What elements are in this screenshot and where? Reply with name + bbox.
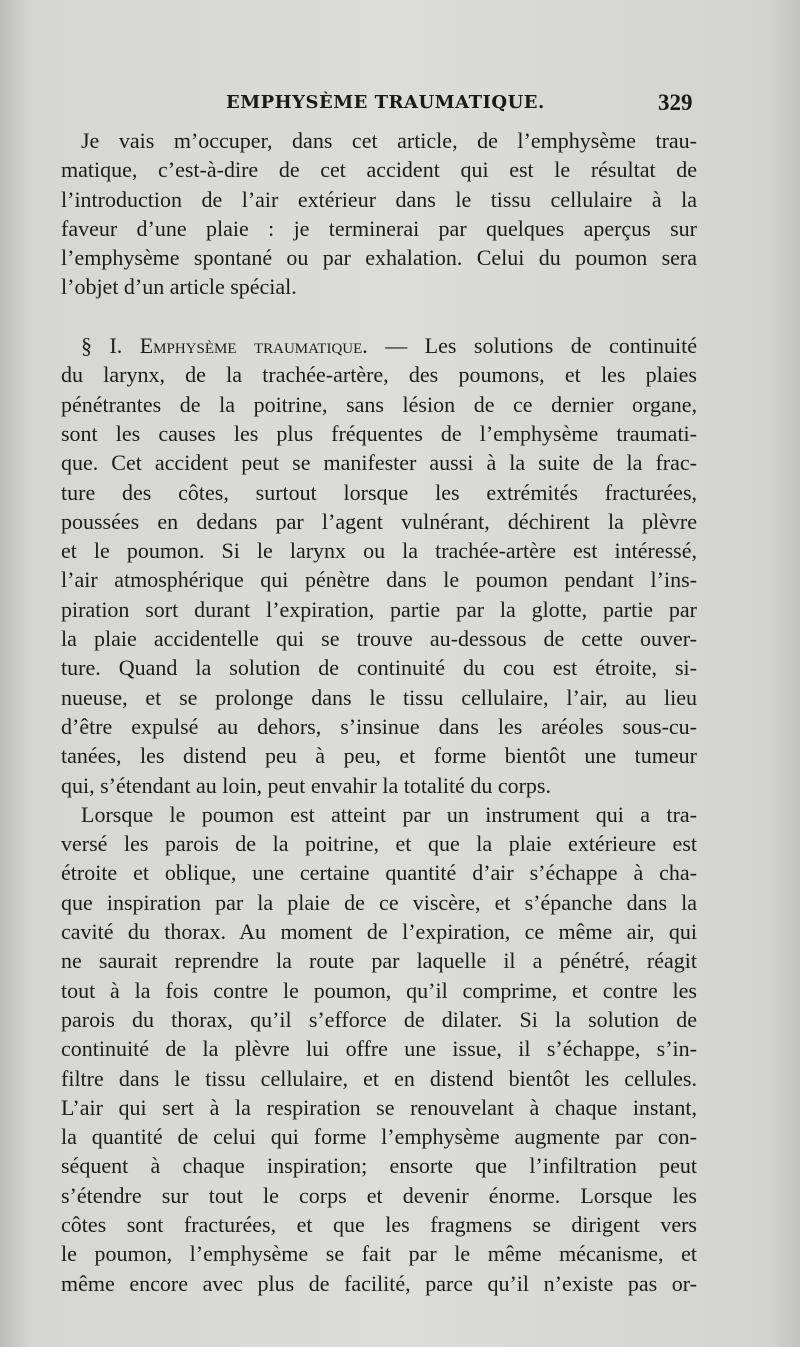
body-text xyxy=(61,126,697,1298)
text-line: parois du thorax, qu’il s’efforce de dilater. Si la solution de xyxy=(61,1006,697,1032)
text-line: tanées, les distend peu à peu, et forme bientôt une tumeur xyxy=(61,743,697,769)
text-line: que. Cet accident peut se manifester aussi à la suite de la frac- xyxy=(61,450,697,476)
text-line: l’emphysème spontané ou par exhalation. Celui du poumon sera xyxy=(61,245,697,271)
text-line xyxy=(61,331,697,360)
page-number: 329 xyxy=(658,90,693,115)
text-line: séquent à chaque inspiration; ensorte que l’infiltration peut xyxy=(61,1153,697,1179)
text-line: ture. Quand la solution de continuité du cou est étroite, si- xyxy=(61,655,697,681)
text-line: ture des côtes, surtout lorsque les extrémités fracturées, xyxy=(61,479,697,505)
running-head: EMPHYSÈME TRAUMATIQUE. xyxy=(226,92,545,113)
text-line: même encore avec plus de facilité, parce qu’il n’existe pas or- xyxy=(61,1270,697,1296)
text-line: l’introduction de l’air extérieur dans le tissu cellulaire à la xyxy=(61,186,697,212)
text-line: que inspiration par la plaie de ce viscère, et s’épanche dans la xyxy=(61,889,697,915)
text-line: piration sort durant l’expiration, partie par la glotte, partie par xyxy=(61,596,697,622)
text-line: la plaie accidentelle qui se trouve au-dessous de cette ouver- xyxy=(61,626,697,652)
text-line: filtre dans le tissu cellulaire, et en distend bientôt les cellules. xyxy=(61,1065,697,1091)
text-line: étroite et oblique, une certaine quantité d’air s’échappe à cha- xyxy=(61,860,697,886)
text-line: le poumon, l’emphysème se fait par le même mécanisme, et xyxy=(61,1241,697,1267)
text-line: du larynx, de la trachée-artère, des poumons, et les plaies xyxy=(61,362,697,388)
text-line: Je vais m’occuper, dans cet article, de l’emphysème trau- xyxy=(81,128,697,153)
text-line: cavité du thorax. Au moment de l’expiration, ce même air, qui xyxy=(61,919,697,945)
text-line: sont les causes les plus fréquentes de l’emphysème traumati- xyxy=(61,420,697,446)
text-line: d’être expulsé au dehors, s’insinue dans les aréoles sous-cu- xyxy=(61,713,697,739)
text-line: pénétrantes de la poitrine, sans lésion de ce dernier organe, xyxy=(61,391,697,417)
text-line: et le poumon. Si le larynx ou la trachée-artère est intéressé, xyxy=(61,538,697,564)
paragraph-lung xyxy=(61,800,697,1298)
text-line: tout à la fois contre le poumon, qu’il comprime, et contre les xyxy=(61,977,697,1003)
text-line: ne saurait reprendre la route par laquelle il a pénétré, réagit xyxy=(61,948,697,974)
text-line: l’air atmosphérique qui pénètre dans le poumon pendant l’ins- xyxy=(61,567,697,593)
text-fragment: — Les solutions de continuité xyxy=(367,333,697,359)
text-line: poussées en dedans par l’agent vulnérant, déchirent la plèvre xyxy=(61,508,697,534)
text-line: côtes sont fracturées, et que les fragmens se dirigent vers xyxy=(61,1211,697,1237)
paragraph-gap xyxy=(61,302,697,331)
text-line: s’étendre sur tout le corps et devenir énorme. Lorsque les xyxy=(61,1182,697,1208)
text-line: Lorsque le poumon est atteint par un instrument qui a tra- xyxy=(81,801,697,827)
text-line: matique, c’est-à-dire de cet accident qui est le résultat de xyxy=(61,157,697,183)
paragraph-intro xyxy=(61,126,697,302)
text-line: faveur d’une plaie : je terminerai par quelques aperçus sur xyxy=(61,215,697,241)
text-line: nueuse, et se prolonge dans le tissu cellulaire, l’air, au lieu xyxy=(61,684,697,710)
text-line: l’objet d’un article spécial. xyxy=(61,274,297,300)
text-line: la quantité de celui qui forme l’emphysème augmente par con- xyxy=(61,1124,697,1150)
paragraph-section-1 xyxy=(61,331,697,800)
text-line: continuité de la plèvre lui offre une issue, il s’échappe, s’in- xyxy=(61,1036,697,1062)
text-line: L’air qui sert à la respiration se renouvelant à chaque instant, xyxy=(61,1094,697,1120)
section-heading: § I. Emphysème traumatique. xyxy=(81,333,368,359)
text-line: versé les parois de la poitrine, et que la plaie extérieure est xyxy=(61,831,697,857)
text-line: qui, s’étendant au loin, peut envahir la totalité du corps. xyxy=(61,772,551,798)
